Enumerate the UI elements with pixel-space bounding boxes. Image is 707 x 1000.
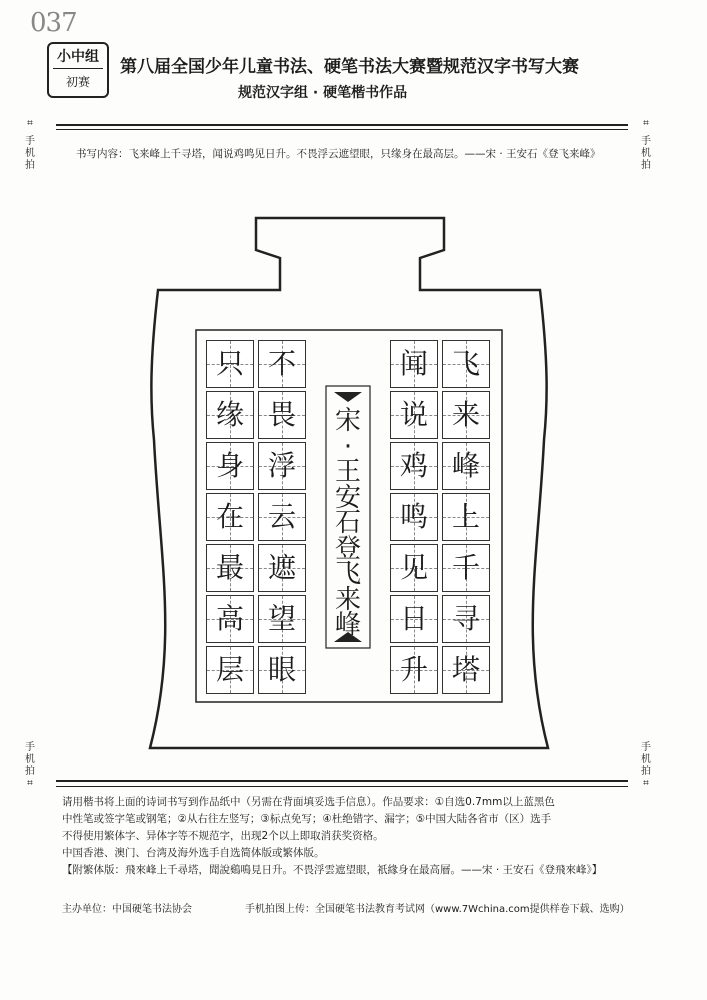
upload-info: 手机拍图上传：全国硬笔书法教育考试网（www.7Wchina.com提供样卷下载、选购） xyxy=(245,904,630,915)
grid-character: 鸣 xyxy=(399,500,428,533)
grid-character: 最 xyxy=(215,551,244,584)
grid-character: 遮 xyxy=(267,551,296,584)
grid-character: 来 xyxy=(451,398,480,431)
grid-cell xyxy=(390,340,438,388)
camera-icon: ⌗ xyxy=(643,118,649,129)
grid-cell xyxy=(442,595,490,643)
side-text: 手 机 拍 xyxy=(641,742,651,777)
grid-character: 千 xyxy=(451,551,480,584)
grid-character: 畏 xyxy=(267,398,296,431)
page-title: 第八届全国少年儿童书法、硬笔书法大赛暨规范汉字书写大赛 xyxy=(120,57,579,77)
instruction-line: 【附繁体版：飛來峰上千尋塔，聞說鷄鳴見日升。不畏浮雲遮望眼，祇緣身在最高層。——宋 · 王安石《登飛來峰》】 xyxy=(62,864,603,876)
grid-cell xyxy=(258,391,306,439)
grid-cell xyxy=(390,595,438,643)
camera-icon: ⌗ xyxy=(27,118,33,129)
grid-cell xyxy=(258,340,306,388)
grid-cell xyxy=(390,646,438,694)
grid-cell xyxy=(442,646,490,694)
organizer: 主办单位：中国硬笔书法协会 xyxy=(62,904,192,915)
grid-cell xyxy=(390,442,438,490)
grid-character: 层 xyxy=(215,653,244,686)
grid-character: 闻 xyxy=(399,347,428,380)
bottom-rule xyxy=(56,780,628,782)
instruction-line: 请用楷书将上面的诗词书写到作品纸中（另需在背面填妥选手信息）。作品要求：①自选0.7mm以上蓝黑色 xyxy=(62,796,555,808)
bottom-rule-thin xyxy=(56,786,628,787)
group-label: 小中组 xyxy=(57,49,99,65)
grid-character: 塔 xyxy=(451,653,480,686)
grid-character: 不 xyxy=(267,347,296,380)
grid-cell xyxy=(442,544,490,592)
grid-cell xyxy=(206,391,254,439)
grid-character: 只 xyxy=(215,347,244,380)
grid-character: 鸡 xyxy=(399,449,428,482)
grid-cell xyxy=(390,493,438,541)
grid-character: 浮 xyxy=(267,449,296,482)
grid-character: 日 xyxy=(399,602,428,635)
grid-cell xyxy=(390,544,438,592)
grid-cell xyxy=(258,595,306,643)
round-label: 初赛 xyxy=(65,75,90,89)
instructions xyxy=(62,794,642,879)
grid-cell xyxy=(206,442,254,490)
grid-cell xyxy=(206,544,254,592)
grid-cell xyxy=(442,442,490,490)
side-text: 手 机 拍 xyxy=(641,136,651,171)
grid-character: 眼 xyxy=(267,653,296,686)
grid-character: 说 xyxy=(399,398,428,431)
center-inscription xyxy=(328,389,368,645)
grid-character: 上 xyxy=(451,500,480,533)
grid-cell xyxy=(258,442,306,490)
grid-cell xyxy=(258,493,306,541)
grid-character: 峰 xyxy=(451,449,480,482)
grid-cell xyxy=(390,391,438,439)
grid-cell xyxy=(206,646,254,694)
grid-character: 身 xyxy=(215,449,244,482)
grid-cell xyxy=(206,493,254,541)
grid-cell xyxy=(258,544,306,592)
instruction-line: 中性笔或签字笔或钢笔；②从右往左竖写；③标点免写；④杜绝错字、漏字；⑤中国大陆各省市（区）选手 xyxy=(62,813,552,825)
camera-icon: ⌗ xyxy=(643,778,649,789)
grid-cell xyxy=(442,493,490,541)
grid-cell xyxy=(206,595,254,643)
grid-character: 飞 xyxy=(451,347,480,380)
grid-character: 望 xyxy=(267,602,296,635)
writing-content: 书写内容：飞来峰上千寻塔，闻说鸡鸣见日升。不畏浮云遮望眼，只缘身在最高层。——宋 · 王安石《登飞来峰》 xyxy=(76,148,601,160)
camera-icon: ⌗ xyxy=(27,778,33,789)
instruction-line: 中国香港、澳门、台湾及海外选手自选简体版或繁体版。 xyxy=(62,847,325,859)
grid-character: 云 xyxy=(267,500,296,533)
grid-character: 缘 xyxy=(215,398,244,431)
grid-character: 见 xyxy=(399,551,428,584)
side-text: 手 机 拍 xyxy=(25,136,35,171)
instruction-line: 不得使用繁体字、异体字等不规范字，出现2个以上即取消获奖资格。 xyxy=(62,830,384,842)
grid-character: 升 xyxy=(399,653,428,686)
grid-cell xyxy=(442,340,490,388)
handwritten-number: 037 xyxy=(30,8,77,38)
inscription-text: 宋 · 王 安 石 登 飞 来 峰 xyxy=(334,406,361,640)
grid-character: 寻 xyxy=(451,602,480,635)
side-text: 手 机 拍 xyxy=(25,742,35,777)
grid-cell xyxy=(258,646,306,694)
grid-cell xyxy=(206,340,254,388)
page-subtitle: 规范汉字组 · 硬笔楷书作品 xyxy=(238,85,408,101)
grid-cell xyxy=(442,391,490,439)
grid-character: 高 xyxy=(215,602,244,635)
grid-character: 在 xyxy=(215,500,244,533)
